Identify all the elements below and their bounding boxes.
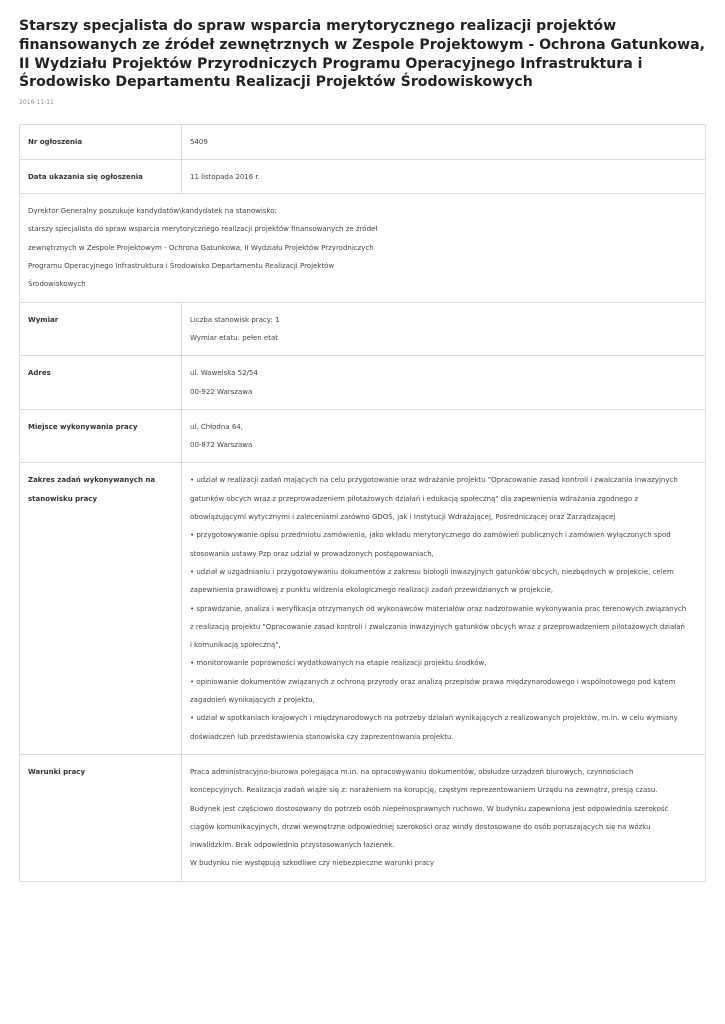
zakres-line: zagadnień wynikających z projektu, [190,696,315,705]
zakres-line: • sprawdzanie, analiza i weryfikacja otrzymanych od wykonawców materiałów oraz nadzorowanie wykonywania prac terenowych związanych [190,604,687,613]
table-row-wymiar [20,302,706,356]
warunki-line: ciągów komunikacyjnych, drzwi wewnętrzne odpowiedniej szerokości oraz windy dostosowane do osób poruszających się na wózku [190,822,651,831]
label-zakres-zadan [20,463,182,754]
zakres-line: • udział w uzgadnianiu i przygotowywaniu dokumentów z zakresu biologii inwazyjnych gatunków obcych, niezbędnych w projekcie, celem [190,567,674,576]
label-nr-ogloszenia: Nr ogłoszenia [20,125,182,160]
zakres-line: z realizacją projektu "Opracowanie zasad kontroli i zwalczania inwazyjnych gatunków obcych wraz z przeprowadzeniem pilotażowych działań [190,622,685,631]
label-data-ogloszenia: Data ukazania się ogłoszenia [20,160,182,194]
table-row-intro [20,194,706,302]
zakres-line: • opiniowanie dokumentów związanych z ochroną przyrody oraz analizą przepisów prawa międzynarodowego i wspólnotowego pod kątem [190,677,676,686]
label-adres: Adres [20,356,182,410]
warunki-line: W budynku nie występują szkodliwe czy niebezpieczne warunki pracy [190,859,435,868]
table-row-warunki [20,754,706,881]
intro-line: Dyrektor Generalny poszukuje kandydatów\kandydatek na stanowisko: [28,207,277,216]
wymiar-line: Wymiar etatu: pełen etat [190,333,278,342]
zakres-line: obowiązującymi wytycznymi i zaleceniami zarówno GDOŚ, jak i Instytucji Wdrażającej, Pośredniczącej oraz Zarządzającej [190,513,616,522]
warunki-line: Budynek jest częściowo dostosowany do potrzeb osób niepełnosprawnych ruchowo. W budynku zapewniona jest odpowiednia szerokość [190,804,669,813]
table-row-data [20,160,706,194]
adres-line: ul. Wawelska 52/54 [190,369,258,378]
value-zakres-zadan [182,463,706,754]
adres-line: 00-922 Warszawa [190,387,253,396]
label-wymiar: Wymiar [20,302,182,356]
intro-line: Programu Operacyjnego Infrastruktura i Środowisko Departamentu Realizacji Projektów [28,262,335,271]
miejsce-line: ul. Chłodna 64, [190,422,243,431]
warunki-line: inwalidzkim. Brak odpowiednio przystosowanych łazienek. [190,841,395,850]
zakres-line: doświadczeń lub przedstawienia stanowiska czy zaprezentowania projektu. [190,732,454,741]
warunki-line: koncepcyjnych. Realizacja zadań wiąże się z: narażeniem na korupcję, częstym reprezentowaniem Urzędu na zewnątrz, presją czasu. [190,786,658,795]
miejsce-line: 00-872 Warszawa [190,441,253,450]
table-row-miejsce [20,409,706,463]
offer-details-table [19,124,706,882]
table-row-nr [20,125,706,160]
value-adres [182,356,706,410]
zakres-line: • monitorowanie poprawności wydatkowanych na etapie realizacji projektu środków, [190,659,487,668]
table-row-adres [20,356,706,410]
warunki-line: Praca administracyjno-biurowa polegająca m.in. na opracowywaniu dokumentów, obsłudze urządzeń biurowych, czynnościach [190,767,634,776]
value-wymiar [182,302,706,356]
page-title: Starszy specjalista do spraw wsparcia merytorycznego realizacji projektów finansowanych ze źródeł zewnętrznych w Zespole Projektowym - Ochrona Gatunkowa, II Wydziału Projektów Przyrodniczych Programu Operacyjnego Infrastruktura i Środowisko Departamentu Realizacji Projektów Środowiskowych [19,18,705,91]
zakres-line: • przygotowywanie opisu przedmiotu zamówienia, jako wkładu merytorycznego do zamówień publicznych i zamówień wyłączonych spod [190,531,671,540]
wymiar-line: Liczba stanowisk pracy: 1 [190,315,280,324]
zakres-line: zapewnienia prawidłowej z punktu widzenia ekologicznego realizacji zadań przewidzianych w projekcie, [190,586,554,595]
zakres-line: i komunikacją społeczną", [190,641,281,650]
zakres-label-line: Zakres zadań wykonywanych na [28,476,156,485]
value-warunki-pracy [182,754,706,881]
table-row-zakres [20,463,706,754]
value-nr-ogloszenia: 5409 [182,125,706,160]
zakres-line: • udział w realizacji zadań mających na celu przygotowanie oraz wdrażanie projektu "Opracowanie zasad kontroli i zwalczania inwazyjnych [190,476,678,485]
label-miejsce-pracy: Miejsce wykonywania pracy [20,409,182,463]
value-miejsce-pracy [182,409,706,463]
zakres-label-line: stanowisku pracy [28,494,98,503]
publication-date: 2016-11-11 [19,99,54,107]
value-data-ogloszenia: 11 listopada 2016 r. [182,160,706,194]
label-warunki-pracy: Warunki pracy [20,754,182,881]
intro-line: starszy specjalista do spraw wsparcia merytorycznego realizacji projektów finansowanych ze źródeł [28,225,378,234]
zakres-line: gatunków obcych wraz z przeprowadzeniem pilotażowych działań i edukacją społeczną" dla zapewnienia wdrażania zgodnego z [190,494,639,503]
intro-line: zewnętrznych w Zespole Projektowym - Ochrona Gatunkowa, II Wydziału Projektów Przyrodniczych [28,243,374,252]
zakres-line: stosowania ustawy Pzp oraz udział w prowadzonych postępowaniach, [190,549,434,558]
intro-text [20,194,706,302]
zakres-line: • udział w spotkaniach krajowych i międzynarodowych na potrzeby działań wynikających z realizowanych projektów, m.in. w celu wymiany [190,714,678,723]
intro-line: Środowiskowych [28,280,86,289]
